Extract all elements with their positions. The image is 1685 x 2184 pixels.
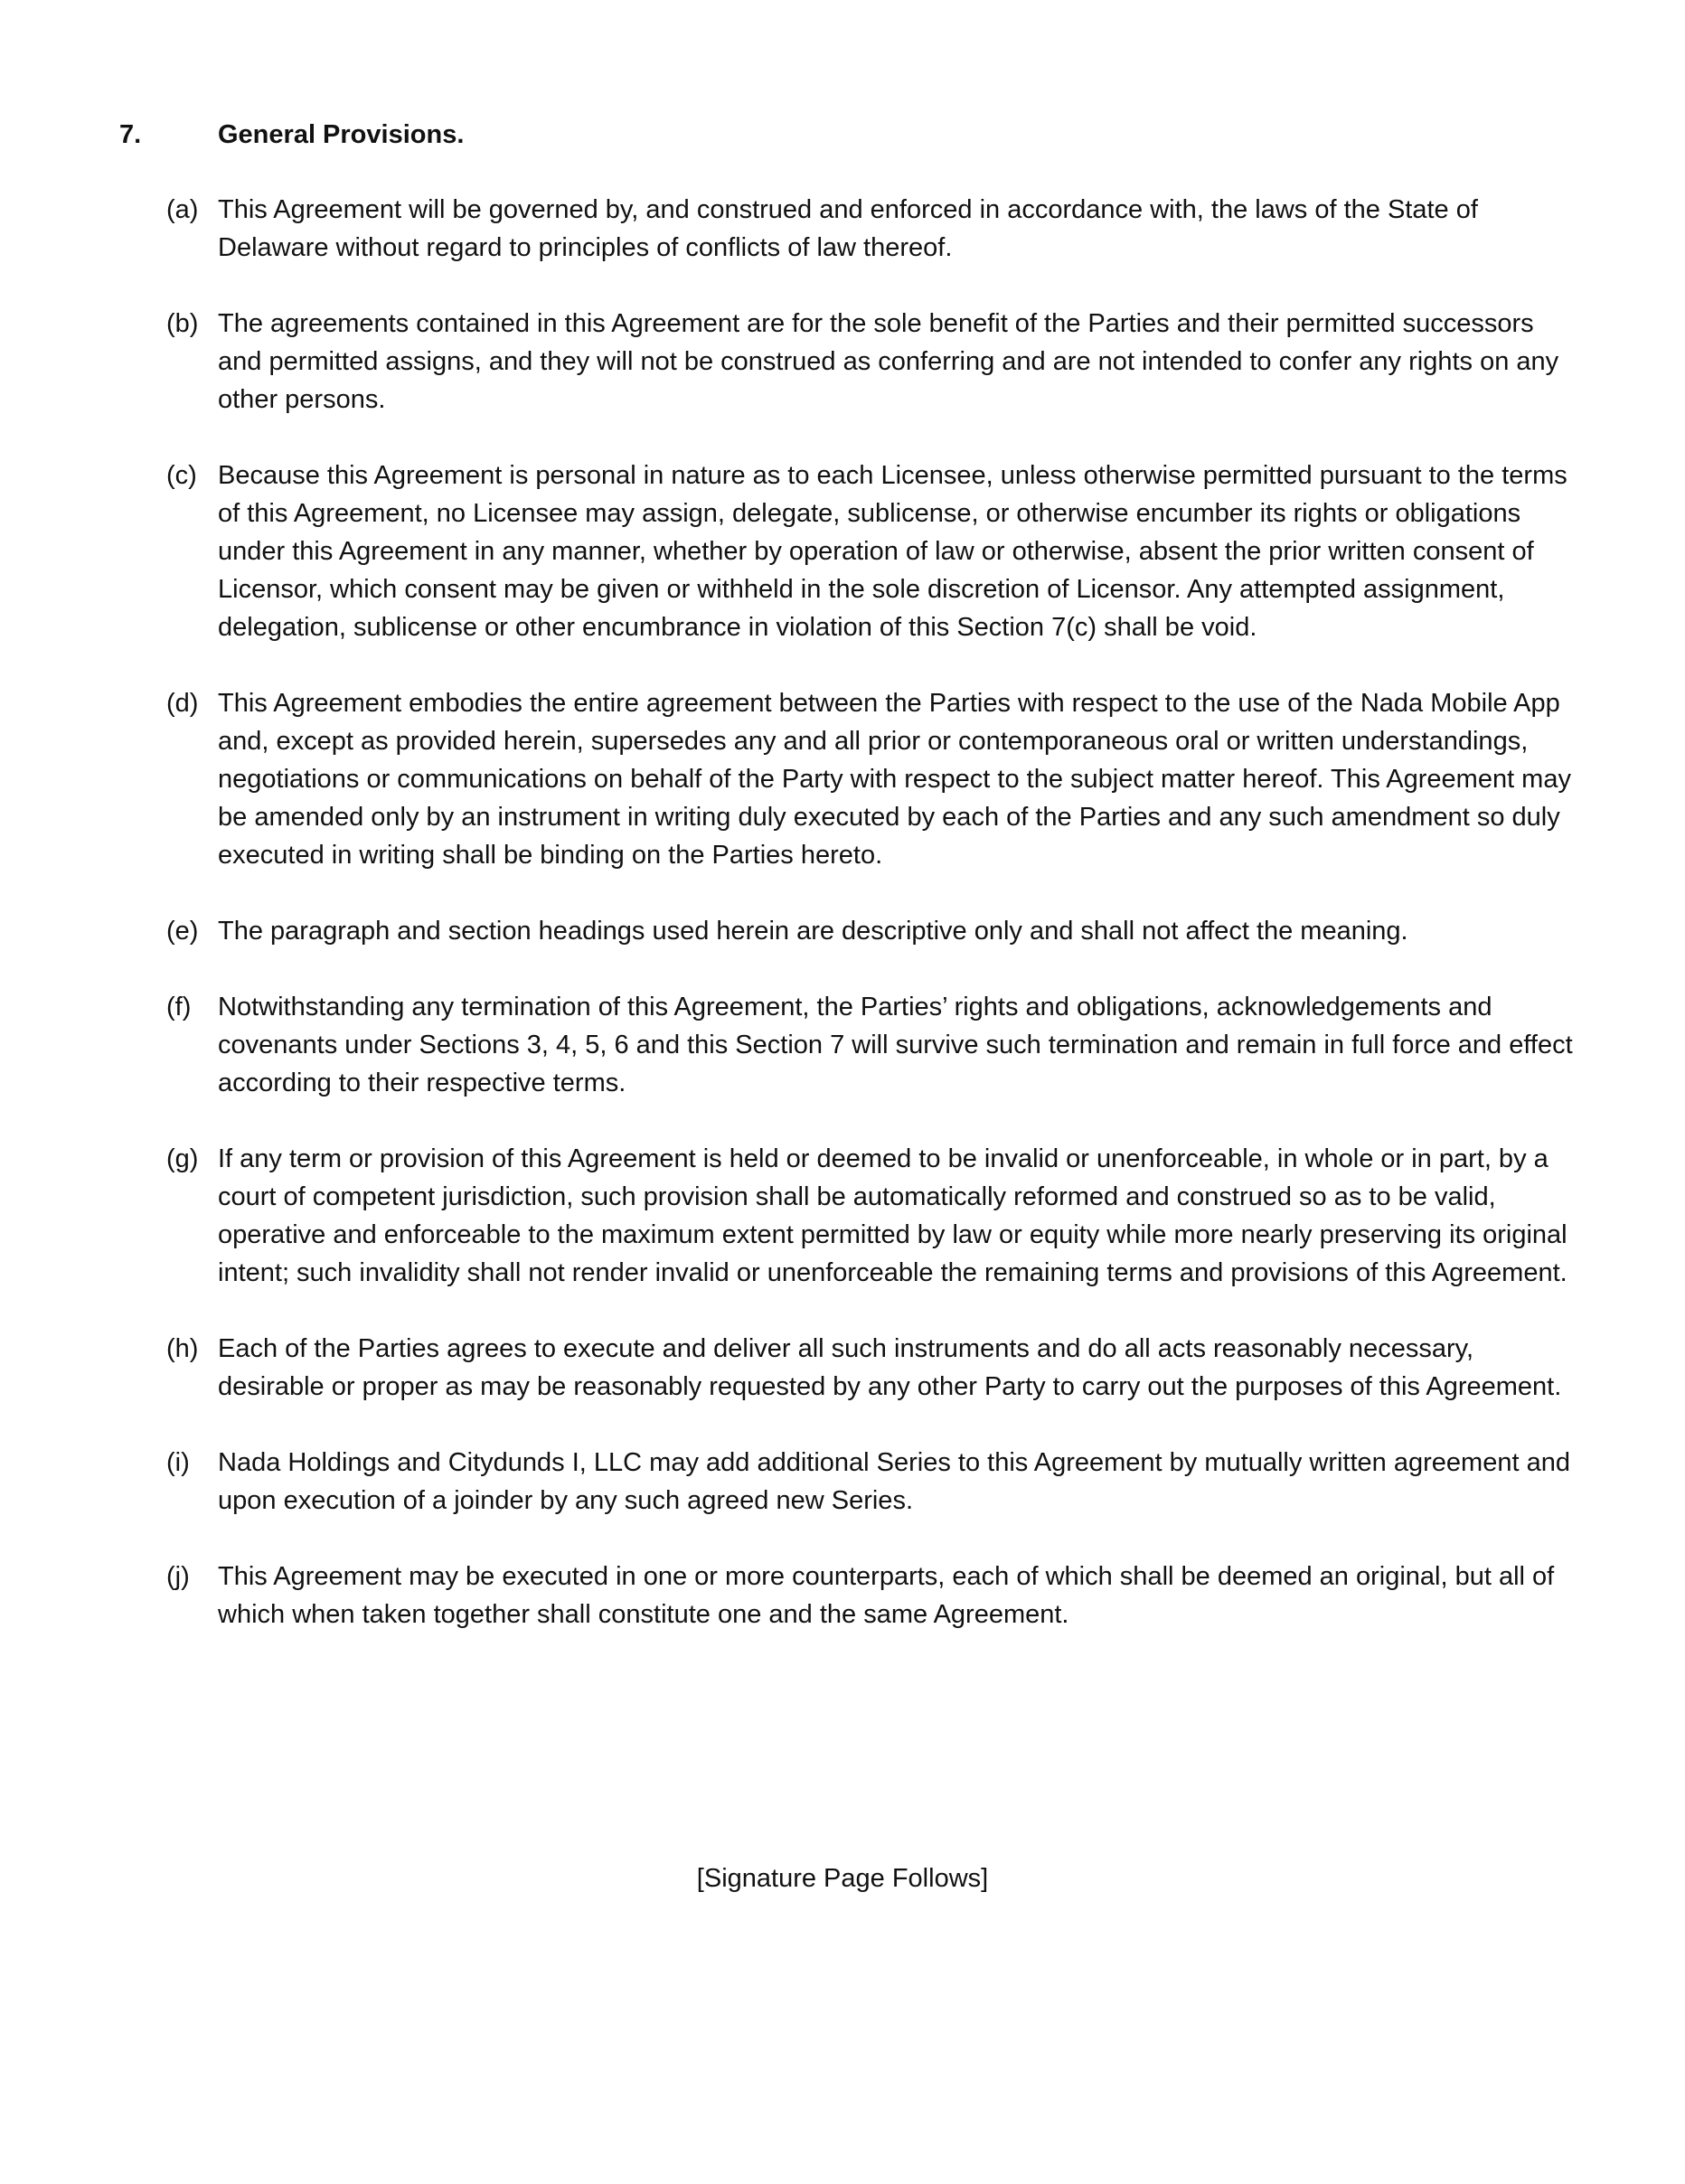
clause-j: [166, 1558, 1577, 1633]
clause-d: [166, 684, 1577, 874]
clause-label: (b): [166, 309, 199, 338]
clause-text: The agreements contained in this Agreement are for the sole benefit of the Parties and their permitted successors and permitted assigns, and they will not be construed as conferring and are not intended to confer any rights on any other persons.: [218, 309, 1559, 414]
clause-b: [166, 305, 1577, 419]
clause-text: Nada Holdings and Citydunds I, LLC may add additional Series to this Agreement by mutually written agreement and upon execution of a joinder by any such agreed new Series.: [218, 1448, 1570, 1515]
clause-label: (h): [166, 1334, 199, 1363]
clause-h: [166, 1330, 1577, 1406]
clause-label: (g): [166, 1144, 199, 1173]
clause-i: [166, 1444, 1577, 1520]
clause-label: (c): [166, 461, 197, 490]
signature-page-note: [Signature Page Follows]: [696, 1864, 989, 1893]
clause-text: Each of the Parties agrees to execute and deliver all such instruments and do all acts reasonably necessary, desirable or proper as may be reasonably requested by any other Party to carry out the purposes of this Agreement.: [218, 1334, 1562, 1401]
clause-e: [166, 912, 1577, 950]
clause-text: The paragraph and section headings used herein are descriptive only and shall not affect the meaning.: [218, 917, 1408, 946]
clause-text: Because this Agreement is personal in nature as to each Licensee, unless otherwise permitted pursuant to the terms of this Agreement, no Licensee may assign, delegate, sublicense, or otherwise encumber its rights or obligations under this Agreement in any manner, whether by operation of law or otherwise, absent the prior written consent of Licensor, which consent may be given or withheld in the sole discretion of Licensor. Any attempted assignment, delegation, sublicense or other encumbrance in violation of this Section 7(c) shall be void.: [218, 461, 1567, 642]
clause-text: This Agreement embodies the entire agreement between the Parties with respect to the use of the Nada Mobile App and, except as provided herein, supersedes any and all prior or contemporaneous oral or written understandings, negotiations or communications on behalf of the Party with respect to the subject matter hereof. This Agreement may be amended only by an instrument in writing duly executed by each of the Parties and any such amendment so duly executed in writing shall be binding on the Parties hereto.: [218, 689, 1571, 870]
clause-label: (i): [166, 1448, 190, 1477]
clause-label: (d): [166, 689, 199, 718]
clause-label: (j): [166, 1562, 190, 1591]
clause-text: This Agreement may be executed in one or more counterparts, each of which shall be deemed an original, but all of which when taken together shall constitute one and the same Agreement.: [218, 1562, 1555, 1629]
section-number: 7.: [119, 120, 142, 149]
clause-list: [166, 191, 1577, 1671]
section-heading: [119, 116, 464, 154]
clause-g: [166, 1140, 1577, 1292]
clause-text: This Agreement will be governed by, and construed and enforced in accordance with, the laws of the State of Delaware without regard to principles of conflicts of law thereof.: [218, 195, 1478, 262]
clause-f: [166, 988, 1577, 1102]
clause-text: Notwithstanding any termination of this Agreement, the Parties’ rights and obligations, acknowledgements and covenants under Sections 3, 4, 5, 6 and this Section 7 will survive such termination and remain in full force and effect according to their respective terms.: [218, 993, 1573, 1097]
clause-c: [166, 457, 1577, 646]
clause-text: If any term or provision of this Agreement is held or deemed to be invalid or unenforceable, in whole or in part, by a court of competent jurisdiction, such provision shall be automatically reformed and construed so as to be valid, operative and enforceable to the maximum extent permitted by law or equity while more nearly preserving its original intent; such invalidity shall not render invalid or unenforceable the remaining terms and provisions of this Agreement.: [218, 1144, 1567, 1287]
clause-label: (f): [166, 993, 192, 1021]
section-title: General Provisions.: [218, 120, 465, 149]
clause-label: (a): [166, 195, 199, 224]
clause-a: [166, 191, 1577, 267]
clause-label: (e): [166, 917, 199, 946]
